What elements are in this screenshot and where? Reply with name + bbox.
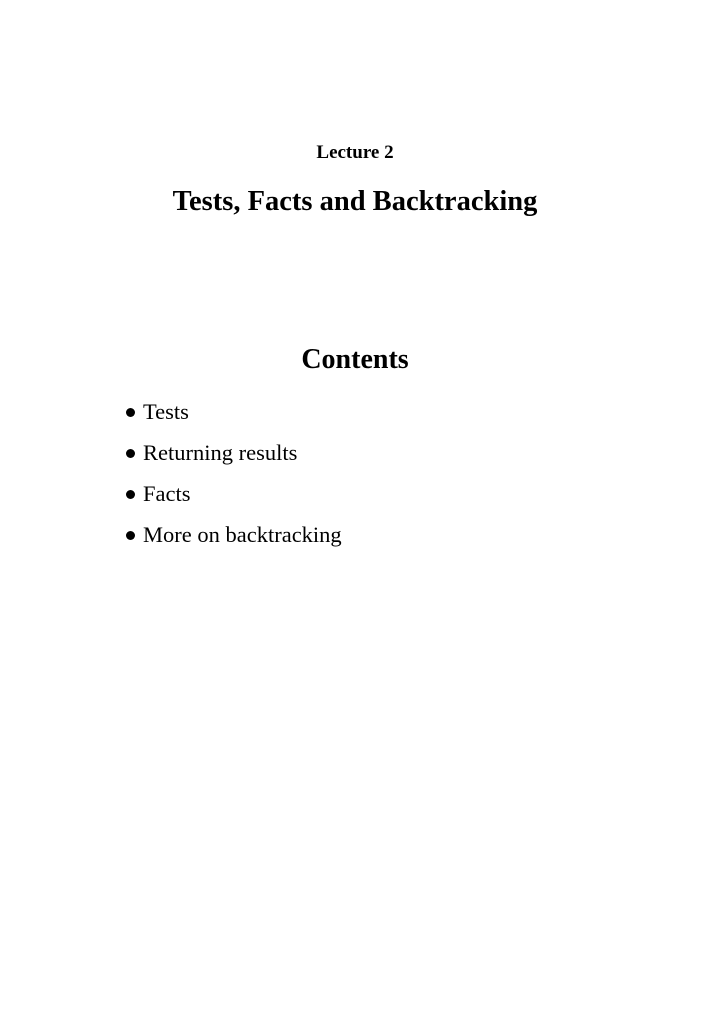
list-item-text: Facts bbox=[143, 481, 191, 506]
list-item bbox=[126, 520, 342, 561]
lecture-title: Tests, Facts and Backtracking bbox=[172, 186, 538, 217]
list-item bbox=[126, 479, 342, 520]
list-item-text: More on backtracking bbox=[143, 522, 342, 547]
contents-list bbox=[126, 397, 342, 561]
bullet-icon bbox=[126, 531, 135, 540]
bullet-icon bbox=[126, 408, 135, 417]
lecture-label: Lecture 2 bbox=[316, 142, 394, 163]
bullet-icon bbox=[126, 449, 135, 458]
list-item bbox=[126, 397, 342, 438]
contents-heading: Contents bbox=[301, 344, 409, 375]
bullet-icon bbox=[126, 490, 135, 499]
list-item-text: Tests bbox=[143, 399, 189, 424]
list-item bbox=[126, 438, 342, 479]
list-item-text: Returning results bbox=[143, 440, 298, 465]
